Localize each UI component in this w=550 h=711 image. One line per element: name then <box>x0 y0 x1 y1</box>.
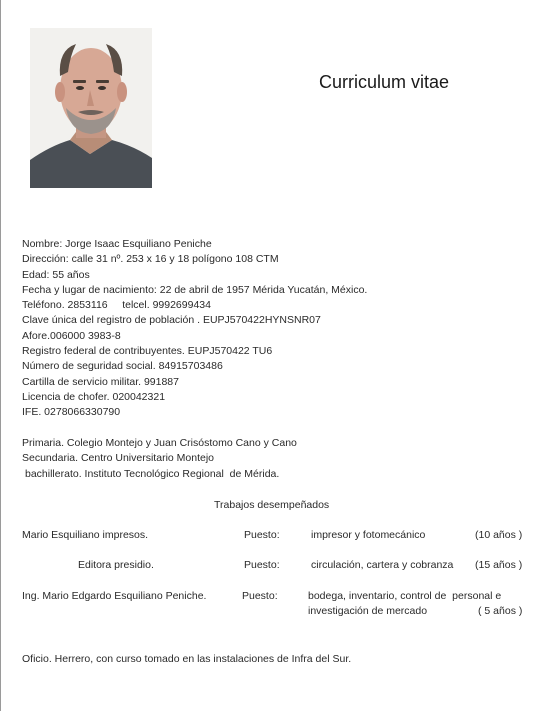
military-line: Cartilla de servicio militar. 991887 <box>22 375 179 388</box>
education-highschool: bachillerato. Instituto Tecnológico Regional de Mérida. <box>25 467 280 480</box>
nss-line: Número de seguridad social. 84915703486 <box>22 360 223 373</box>
page-edge <box>0 0 1 711</box>
job-years: (10 años ) <box>475 529 523 541</box>
address-line: Dirección: calle 31 nº. 253 x 16 y 18 polígono 108 CTM <box>22 253 279 266</box>
birth-line: Fecha y lugar de nacimiento: 22 de abril de 1957 Mérida Yucatán, México. <box>22 283 368 296</box>
job-employer: Mario Esquiliano impresos. <box>22 529 149 541</box>
afore-line: Afore.006000 3983-8 <box>22 329 121 342</box>
job-puesto-label: Puesto: <box>244 559 280 571</box>
job-role: bodega, inventario, control de personal e <box>308 590 502 602</box>
job-years: (15 años ) <box>475 559 523 571</box>
job-employer: Editora presidio. <box>78 559 154 571</box>
education-section <box>22 436 297 482</box>
education-primary: Primaria. Colegio Montejo y Juan Crisóstomo Cano y Cano <box>22 437 297 449</box>
jobs-heading: Trabajos desempeñados <box>214 499 330 511</box>
job-role: circulación, cartera y cobranza <box>311 559 454 571</box>
job-role: impresor y fotomecánico <box>311 529 426 541</box>
job-role-continued: investigación de mercado <box>308 605 428 617</box>
job-puesto-label: Puesto: <box>242 590 278 602</box>
job-employer: Ing. Mario Edgardo Esquiliano Peniche. <box>22 590 207 602</box>
profile-photo <box>30 28 152 188</box>
phone-line: Teléfono. 2853116 telcel. 9992699434 <box>22 299 211 312</box>
ife-line: IFE. 0278066330790 <box>22 406 121 419</box>
personal-info <box>22 237 367 421</box>
document-title: Curriculum vitae <box>319 72 450 92</box>
footer-trade: Oficio. Herrero, con curso tomado en las instalaciones de Infra del Sur. <box>22 653 352 665</box>
age-line: Edad: 55 años <box>22 268 90 281</box>
curp-line: Clave única del registro de población . EUPJ570422HYNSNR07 <box>22 314 321 327</box>
name-line: Nombre: Jorge Isaac Esquiliano Peniche <box>22 238 212 250</box>
job-years: ( 5 años ) <box>478 605 523 617</box>
rfc-line: Registro federal de contribuyentes. EUPJ570422 TU6 <box>22 345 273 358</box>
job-puesto-label: Puesto: <box>244 529 280 541</box>
education-secondary: Secundaria. Centro Universitario Montejo <box>22 452 215 465</box>
license-line: Licencia de chofer. 020042321 <box>22 390 166 403</box>
